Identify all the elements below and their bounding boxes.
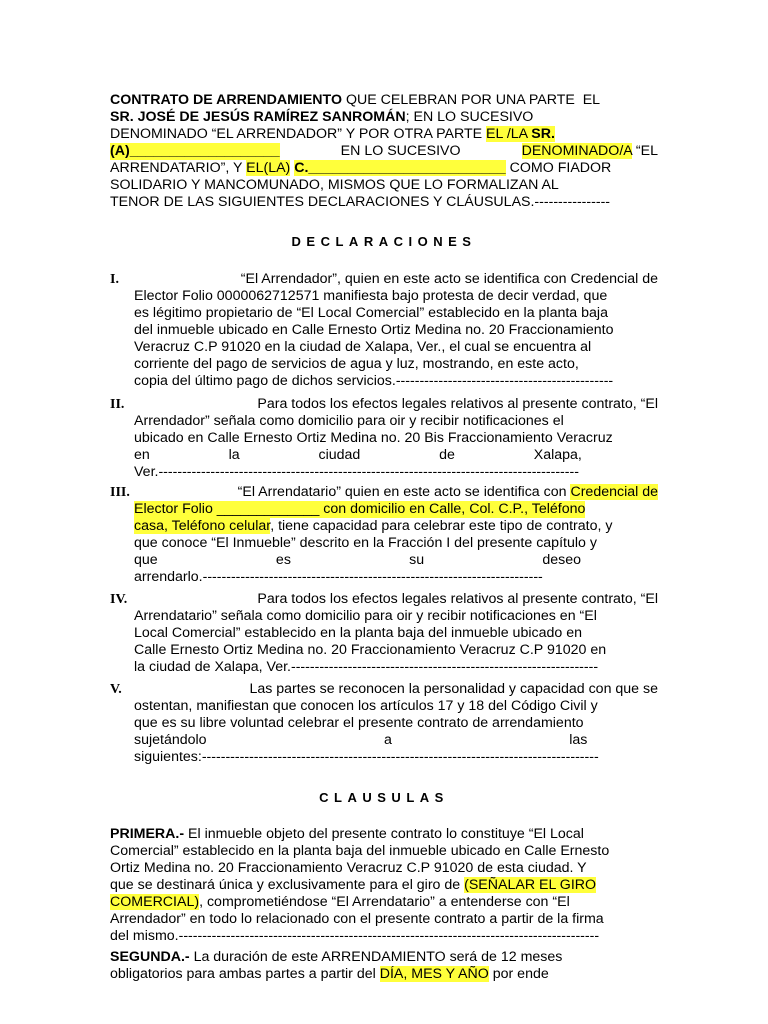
contract-title: CONTRATO DE ARRENDAMIENTO bbox=[110, 92, 342, 108]
highlight-field: casa, Teléfono celular bbox=[134, 518, 271, 534]
intro-text: EN LO SUCESIVO bbox=[336, 143, 465, 159]
arrendador-name: SR. JOSÉ DE JESÚS RAMÍREZ SANROMÁN bbox=[110, 109, 406, 125]
primera-line-5 bbox=[110, 894, 658, 911]
clause-text: por ende bbox=[488, 966, 549, 982]
intro-text: QUE CELEBRAN POR UNA PARTE EL bbox=[342, 92, 601, 108]
declaracion-item bbox=[110, 396, 658, 481]
item-text: ubicado en Calle Ernesto Ortiz Medina no. 20 Bis Fraccionamiento Veracruz bbox=[134, 430, 613, 446]
clause-text: Ortiz Medina no. 20 Fraccionamiento Veracruz C.P 91020 de esta ciudad. Y bbox=[110, 860, 587, 876]
item-text: Calle Ernesto Ortiz Medina no. 20 Fraccionamiento Veracruz C.P 91020 en bbox=[134, 642, 607, 658]
clause-text: Arrendador” en todo lo relacionado con el presente contrato a partir de la firma bbox=[110, 911, 604, 927]
intro-text: “EL bbox=[631, 143, 658, 159]
highlight-field: Elector Folio _____________ con domicilio en Calle, Col. C.P., Teléfono bbox=[134, 501, 586, 517]
declaracion-item bbox=[110, 591, 658, 676]
item-number: II. bbox=[110, 397, 125, 412]
fiador-blank: C._________________________ bbox=[294, 160, 506, 176]
primera-line-2 bbox=[110, 843, 658, 860]
item-text: en la ciudad de Xalapa, bbox=[134, 447, 582, 463]
primera-line-4 bbox=[110, 877, 658, 894]
item-text: Arrendatario” señala como domicilio para oir y recibir notificaciones en “El bbox=[134, 608, 597, 624]
highlight-field: DÍA, MES Y AÑO bbox=[379, 966, 489, 982]
item-text: Para todos los efectos legales relativos al presente contrato, “El bbox=[257, 591, 658, 607]
highlight-field: DENOMINADO/A bbox=[521, 143, 632, 159]
clause-text: El inmueble objeto del presente contrato lo constituye “El Local bbox=[184, 826, 584, 842]
segunda-line-2 bbox=[110, 966, 658, 983]
item-text: copia del último pago de dichos servicios.---------------------------------------------- bbox=[134, 373, 614, 389]
highlight-field: COMERCIAL) bbox=[110, 894, 200, 910]
highlight-field: EL /LA bbox=[486, 126, 532, 142]
clause-text: , comprometiéndose “El Arrendatario” a entenderse con “El bbox=[199, 894, 570, 910]
highlight-field: SR. bbox=[531, 126, 555, 142]
item-text: del inmueble ubicado en Calle Ernesto Ortiz Medina no. 20 Fraccionamiento bbox=[134, 322, 614, 338]
item-text: Las partes se reconocen la personalidad y capacidad con que se bbox=[249, 681, 658, 697]
item-text: , tiene capacidad para celebrar este tipo de contrato, y bbox=[270, 518, 613, 534]
intro-text: TENOR DE LAS SIGUIENTES DECLARACIONES Y CLÁUSULAS.---------------- bbox=[110, 194, 611, 210]
item-text: la ciudad de Xalapa, Ver.----------------------------------------------------------------- bbox=[134, 659, 599, 675]
clause-label: PRIMERA.- bbox=[110, 826, 185, 842]
intro-text: ; EN LO SUCESIVO bbox=[405, 109, 534, 125]
clause-text: obligatorios para ambas partes a partir del bbox=[110, 966, 380, 982]
clause-text: La duración de este ARRENDAMIENTO será de 12 meses bbox=[189, 949, 563, 965]
arrendatario-blank: (A)___________________ bbox=[110, 143, 280, 159]
primera-line-6 bbox=[110, 911, 658, 928]
intro-line-1 bbox=[110, 92, 658, 109]
item-number: I. bbox=[110, 272, 119, 287]
item-text: Veracruz C.P 91020 en la ciudad de Xalapa, Ver., el cual se encuentra al bbox=[134, 339, 592, 355]
item-text: que conoce “El Inmueble” descrito en la Fracción I del presente capítulo y bbox=[134, 535, 597, 551]
highlight-field: EL(LA) bbox=[246, 160, 291, 176]
intro-text: ARRENDATARIO”, Y bbox=[110, 160, 247, 176]
intro-text: SOLIDARIO Y MANCOMUNADO, MISMOS QUE LO FORMALIZAN AL bbox=[110, 177, 559, 193]
declaracion-item bbox=[110, 484, 658, 586]
item-text: siguientes:------------------------------------------------------------------------------------ bbox=[134, 749, 599, 765]
item-text: que es su deseo bbox=[134, 552, 582, 568]
clause-text: del mismo.----------------------------------------------------------------------------------------- bbox=[110, 928, 600, 944]
item-text: Local Comercial” establecido en la planta baja del inmueble ubicado en bbox=[134, 625, 582, 641]
intro-line-5 bbox=[110, 160, 658, 177]
intro-line-4 bbox=[110, 143, 658, 160]
item-text: sujetándolo a las bbox=[134, 732, 588, 748]
highlight-field: Credencial de bbox=[570, 484, 658, 500]
intro-line-7 bbox=[110, 194, 658, 211]
item-text: Arrendador” señala como domicilio para oir y recibir notificaciones el bbox=[134, 413, 564, 429]
declaracion-item bbox=[110, 681, 658, 766]
item-text: ostentan, manifiestan que conocen los artículos 17 y 18 del Código Civil y bbox=[134, 698, 598, 714]
intro-text: COMO FIADOR bbox=[505, 160, 612, 176]
segunda-line-1 bbox=[110, 949, 658, 966]
intro-line-6 bbox=[110, 177, 658, 194]
item-text: Ver.----------------------------------------------------------------------------------------- bbox=[134, 464, 579, 480]
item-number: IV. bbox=[110, 592, 128, 607]
intro-line-2 bbox=[110, 109, 658, 126]
item-text: Para todos los efectos legales relativos al presente contrato, “El bbox=[257, 396, 658, 412]
item-text: corriente del pago de servicios de agua y luz, mostrando, en este acto, bbox=[134, 356, 579, 372]
item-text: “El Arrendador”, quien en este acto se identifica con Credencial de bbox=[240, 271, 658, 287]
clause-text: que se destinará única y exclusivamente para el giro de bbox=[110, 877, 465, 893]
clause-text: Comercial” establecido en la planta baja del inmueble ubicado en Calle Ernesto bbox=[110, 843, 610, 859]
clause-label: SEGUNDA.- bbox=[110, 949, 190, 965]
item-number: V. bbox=[110, 682, 122, 697]
intro-text: DENOMINADO “EL ARRENDADOR” Y POR OTRA PARTE bbox=[110, 126, 487, 142]
clausulas-heading: CLAUSULAS bbox=[319, 790, 449, 805]
item-text: Elector Folio 0000062712571 manifiesta bajo protesta de decir verdad, que bbox=[134, 288, 608, 304]
item-number: III. bbox=[110, 485, 130, 500]
item-text: que es su libre voluntad celebrar el presente contrato de arrendamiento bbox=[134, 715, 584, 731]
item-text: “El Arrendatario” quien en este acto se identifica con bbox=[237, 484, 571, 500]
primera-line-7 bbox=[110, 928, 658, 945]
item-text: arrendarlo.------------------------------------------------------------------------ bbox=[134, 569, 543, 585]
item-text: es légitimo propietario de “El Local Comercial” establecido en la planta baja bbox=[134, 305, 608, 321]
primera-line-1 bbox=[110, 826, 658, 843]
declaraciones-heading: DECLARACIONES bbox=[291, 234, 477, 249]
primera-line-3 bbox=[110, 860, 658, 877]
intro-line-3 bbox=[110, 126, 658, 143]
declaracion-item bbox=[110, 271, 658, 390]
highlight-field: (SEÑALAR EL GIRO bbox=[464, 877, 597, 893]
